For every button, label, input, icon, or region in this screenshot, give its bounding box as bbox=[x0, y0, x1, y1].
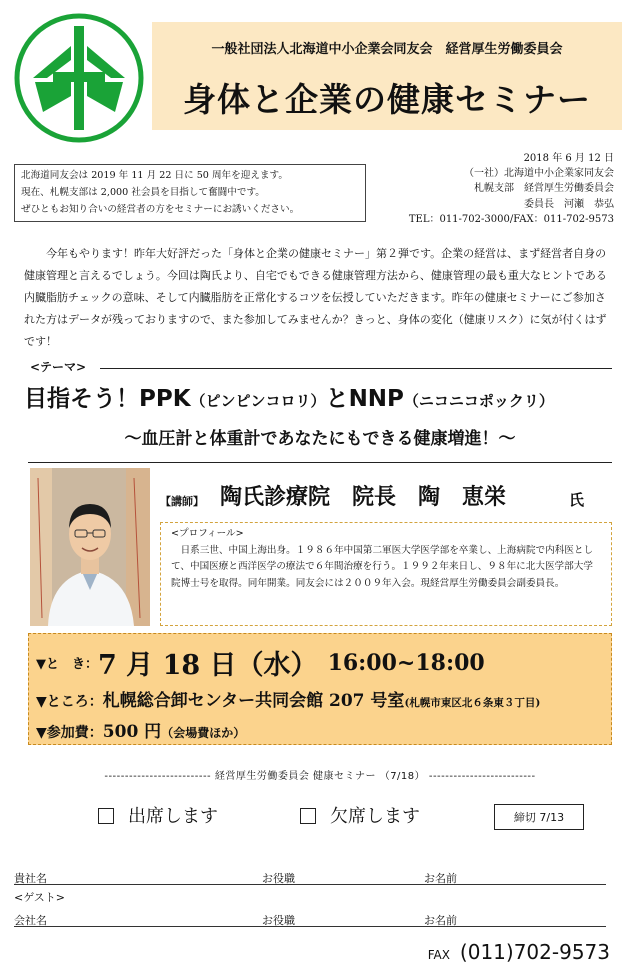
lecturer-photo bbox=[30, 468, 150, 626]
notice-line: 北海道同友会は 2019 年 11 月 22 日に 50 周年を迎えます。 bbox=[21, 170, 288, 181]
event-date-row bbox=[36, 643, 485, 682]
organization-name: 一般社団法人北海道中小企業会同友会 経営厚生労働委員会 bbox=[211, 42, 563, 57]
event-fee: 500 円 bbox=[102, 722, 162, 742]
section-divider bbox=[28, 462, 612, 463]
event-place-row bbox=[36, 686, 540, 711]
seminar-title: 身体と企業の健康セミナー bbox=[183, 80, 591, 119]
guest-company-label: 会社名 bbox=[14, 914, 47, 927]
cut-line: -------------------------- 経営厚生労働委員会 健康セミナー （7/18） -------------------------- bbox=[104, 771, 536, 782]
name-field-label: お名前 bbox=[424, 872, 457, 885]
absent-option[interactable] bbox=[300, 802, 420, 828]
company-field-label: 貴社名 bbox=[14, 872, 47, 885]
attend-label: 出席します bbox=[128, 806, 218, 827]
theme-subtitle: ～血圧計と体重計であなたにもできる健康増進！～ bbox=[124, 429, 516, 449]
role-field-label: お役職 bbox=[262, 872, 295, 885]
profile-box bbox=[160, 522, 612, 626]
profile-label: <プロフィール> bbox=[171, 528, 244, 539]
guest-input-line[interactable] bbox=[14, 926, 606, 927]
lecturer-name: 陶氏診療院 院長 陶 恵栄 bbox=[220, 484, 507, 510]
absent-label: 欠席します bbox=[330, 806, 420, 827]
absent-checkbox[interactable] bbox=[300, 808, 316, 824]
sender-block bbox=[409, 151, 614, 227]
sender-branch: 札幌支部 経営厚生労働委員会 bbox=[474, 183, 614, 195]
anniversary-notice bbox=[14, 164, 366, 222]
place-label: ▼ところ： bbox=[36, 694, 103, 710]
intro-paragraph: 今年もやります！昨年大好評だった「身体と企業の健康セミナー」第２弾です。企業の経営は、まず経営者自身の健康管理と言えるでしょう。今回は陶氏より、自宅でもできる健康管理方法から、健康管理の最も重大なヒントである内臓脂肪チェックの意味、そして内臓脂肪を正常化するコツを伝授していただきます。昨年の健康セミナーにご参加された方はデータが残っておりますので、また参加してみませんか？きっと、身体の変化（健康リスク）に気が付くはずです！ bbox=[24, 247, 607, 348]
date-label: ▼と き： bbox=[36, 657, 98, 672]
theme-label: <テーマ> bbox=[30, 360, 87, 374]
notice-line: 現在、札幌支部は 2,000 社会員を目指して奮闘中です。 bbox=[21, 187, 265, 198]
event-fee-row bbox=[36, 717, 245, 742]
fax-label: FAX bbox=[427, 948, 450, 962]
theme-title-part: とNNP bbox=[325, 386, 404, 412]
organization-logo bbox=[13, 12, 145, 144]
theme-title-part: 目指そう！PPK bbox=[24, 386, 191, 412]
deadline-box: 締切 7/13 bbox=[494, 804, 584, 830]
theme-title-part: （ピンピンコロリ） bbox=[190, 392, 326, 410]
event-date: 7 月 18 日（水） bbox=[98, 650, 318, 681]
theme-title-part: （ニコニコポックリ） bbox=[403, 392, 554, 410]
fee-label: ▼参加費： bbox=[36, 725, 103, 741]
event-address: (札幌市東区北６条東３丁目) bbox=[404, 697, 541, 709]
theme-title bbox=[24, 380, 624, 413]
lecturer-honorific: 氏 bbox=[569, 491, 585, 509]
fax-number: (011)702-9573 bbox=[459, 940, 610, 964]
sender-contact: TEL：011-702-3000/FAX：011-702-9573 bbox=[408, 213, 614, 225]
sender-chair: 委員長 河瀬 恭弘 bbox=[524, 198, 614, 210]
fax-number-block bbox=[428, 940, 610, 964]
fee-note: （会場費ほか） bbox=[161, 726, 246, 740]
profile-text: 日系三世、中国上海出身。１９８６年中国第二軍医大学医学部を卒業し、上海病院で内科医として、中国医療と西洋医学の療法で６年間治療を行う。１９９２年来日し、９８年に北大医学部大学院博士号を取得。同年開業。同友会には２００９年入会。現経営厚生労働委員会副委員長。 bbox=[171, 544, 594, 589]
event-time: 16:00~18:00 bbox=[327, 649, 485, 676]
lecturer-tag: 【講師】 bbox=[160, 495, 204, 508]
attend-checkbox[interactable] bbox=[98, 808, 114, 824]
guest-name-label: お名前 bbox=[424, 914, 457, 927]
company-input-line[interactable] bbox=[14, 884, 606, 885]
header-banner bbox=[152, 22, 622, 130]
event-place: 札幌総合卸センター共同会館 207 号室 bbox=[102, 691, 405, 711]
guest-role-label: お役職 bbox=[262, 914, 295, 927]
theme-divider bbox=[100, 368, 612, 369]
issue-date: 2018 年 6 月 12 日 bbox=[523, 153, 614, 164]
notice-line: ぜひともお知り合いの経営者の方をセミナーにお誘いください。 bbox=[21, 204, 300, 215]
attend-option[interactable] bbox=[98, 802, 218, 828]
sender-org: （一社）北海道中小企業家同友会 bbox=[464, 168, 614, 180]
guest-label: <ゲスト> bbox=[14, 891, 65, 904]
